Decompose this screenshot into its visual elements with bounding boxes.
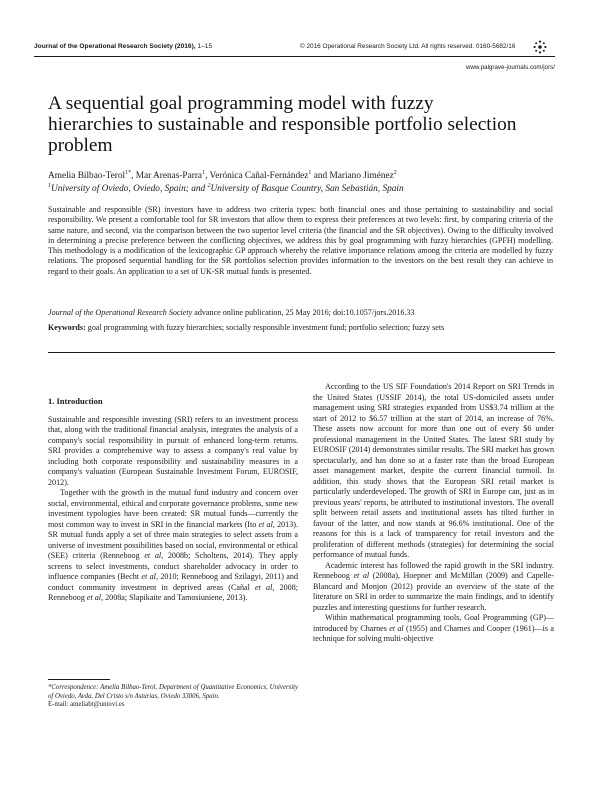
header-rule <box>34 56 555 57</box>
section-heading: 1. Introduction <box>48 396 103 406</box>
body-paragraph: Together with the growth in the mutual fund industry and concern over social, environmental, ethical and corporate governance problems, some new investment typologies have been created: SR mutual funds—currently the most common way to invest in SRI in the financial markets (Ito et al, 2013). SR mutual funds apply a set of three main strategies to select assets from a universe of investment possibilities based on social, environmental or ethical (SEE) criteria (Renneboog et al, 2008b; Scholtens, 2014). They apply screens to select investments, conduct shareholder advocacy in order to influence companies (Becht et al, 2010; Renneboog and Szilagyi, 2011) and conduct community investment in deprived areas (Cañal et al, 2008; Renneboog et al, 2008a; Slapikaite and Tamosiuniene, 2013). <box>48 488 298 602</box>
keywords-label: Keywords: <box>48 323 86 332</box>
correspondence-email[interactable]: E-mail: ameliabt@uniovi.es <box>48 701 125 709</box>
author-name[interactable]: and Mariano Jiménez <box>311 171 394 181</box>
page-range: 1–15 <box>197 43 213 50</box>
abstract: Sustainable and responsible (SR) investors have to address two criteria types: both financial ones and those pertaining to sustainability and social responsibility. We present a comfortable tool for SR investors that allow them to express their preferences at two levels: first, by comparing criteria of the same nature, and second, via the comparison between the two superior level criteria (the financial and the SR objectives). Owing to the difficulty involved in determining a precise preference between the conflicting objectives, we address this by goal programming with fuzzy hierarchies (GPFH) modelling. This methodology is a modification of the lexicographic GP approach whereby the relative importance relations among the criteria are modelled by fuzzy relations. The proposed sequential handling for the SR portfolios selection provides information to the investors on the best result they can achieve in regard to their goals. An application to a set of UK-SR mutual funds is presented. <box>48 205 553 276</box>
keywords-text: goal programming with fuzzy hierarchies; socially responsible investment fund; portfolio selection; fuzzy sets <box>85 323 445 332</box>
article-title: A sequential goal programming model with fuzzy hierarchies to sustainable and responsible portfolio selection problem <box>48 93 517 156</box>
correspondence-text: *Correspondence: Amelia Bilbao-Terol, Department of Quantitative Economics, University of Oviedo, Avda. Del Cristo s/n Asturias, Oviedo 33006, Spain. <box>48 684 298 700</box>
keywords <box>48 323 553 333</box>
footnote-rule <box>48 679 110 680</box>
author-name[interactable]: , Verónica Cañal-Fernández <box>205 171 309 181</box>
copyright-notice: © 2016 Operational Research Society Ltd. All rights reserved. 0160-5682/16 <box>300 43 516 50</box>
correspondence-footnote <box>48 684 298 710</box>
author-list: Amelia Bilbao-Terol$^{1*}$, Mar Arenas-Parra$^1$, Verónica Cañal-Fernández$^1$ and Mariano Jiménez$^2$ <box>48 170 397 181</box>
journal-url-link[interactable]: www.palgrave-journals.com/jors/ <box>465 64 555 71</box>
right-column <box>313 382 554 645</box>
publisher-logo-icon <box>533 40 547 54</box>
abstract-separator <box>48 352 555 353</box>
affiliations: $^1$University of Oviedo, Oviedo, Spain; and $^2$University of Basque Country, San Sebastián, Spain <box>48 183 404 194</box>
running-header-journal: Journal of the Operational Research Society (2016), 1–15 <box>34 43 213 50</box>
body-paragraph: Academic interest has followed the rapid growth in the SRI industry. Renneboog et al (2008a), Hoepner and McMillan (2009) and Capelle-Blancard and Monjon (2012) provide an overview of the state of the literature on SRI in order to summarize the main findings, and to identify puzzles and interesting questions for further research. <box>313 560 554 612</box>
publication-info: Journal of the Operational Research Society advance online publication, 25 May 2016; doi:10.1057/jors.2016.33 <box>48 308 415 317</box>
body-paragraph: According to the US SIF Foundation's 2014 Report on SRI Trends in the United States (USSIF 2014), the total US-domiciled assets under management using SRI strategies expanded from US$3.74 trillion at the start of 2012 to $6.57 trillion at the start of 2014, an increase of 76%. These assets now account for more than one out of every $6 under professional management in the United States. The latest SRI study by EUROSIF (2014) demonstrates similar results. The SRI market has grown spectacularly, and has done so at a faster rate than the broad European asset management market, despite the current financial turmoil. In addition, this study shows that the European SRI retail market is particularly underdeveloped. The growth of SRI in Europe can, just as in previous years' reports, be attributed to institutional investors. The overall split between retail assets and institutional assets has tilted further in favour of the latter, and now stands at 96.6% institutional. One of the reasons for this is a lack of transparency for retail investors and the proliferation of different methods (strategies) for determining the social performance of mutual funds. <box>313 382 554 559</box>
left-column <box>48 396 298 604</box>
body-paragraph: Sustainable and responsible investing (SRI) refers to an investment process that, along with the traditional financial analysis, integrates the analysis of a company's social responsibility in pursuit of enhanced long-term returns. SRI provides a comprehensive way to assess a company's real value by including both corporate responsibility and sustainability measures in a company's valuation (European Sustainable Investment Forum, EUROSIF, 2012). <box>48 414 298 487</box>
author-name[interactable]: , Mar Arenas-Parra <box>131 171 203 181</box>
author-name[interactable]: Amelia Bilbao-Terol <box>48 171 126 181</box>
body-paragraph: Within mathematical programming tools, Goal Programming (GP)—introduced by Charnes et al (1955) and Charnes and Cooper (1961)—is a technique for solving multi-objective <box>313 613 554 643</box>
